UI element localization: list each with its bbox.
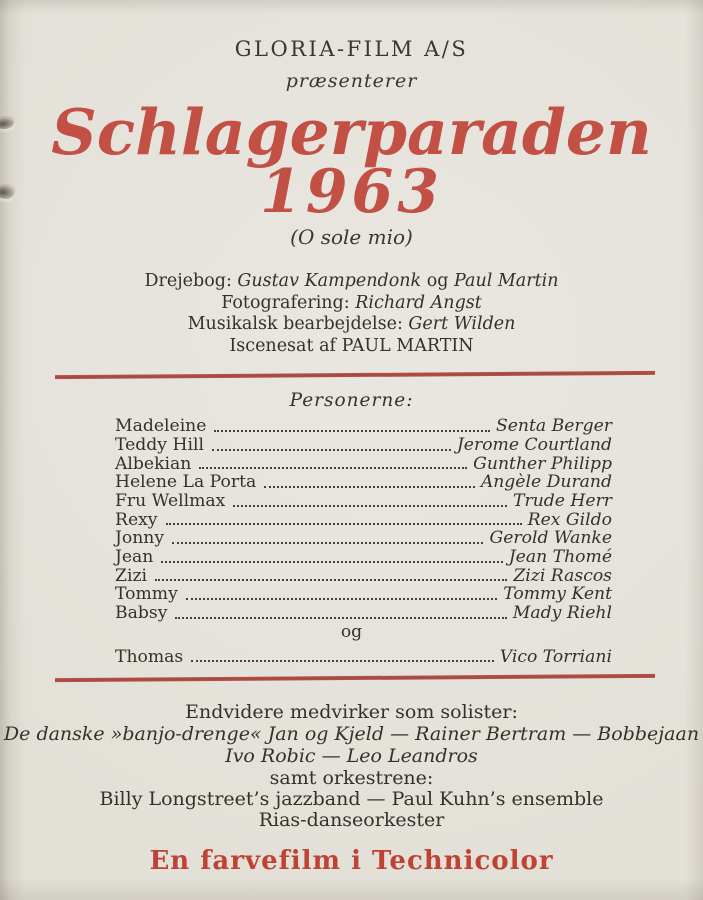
credit-cinematography <box>0 293 703 315</box>
cast-role: Babsy <box>115 603 168 624</box>
dotted-leader <box>214 430 490 432</box>
credit-name: Richard Angst <box>355 292 482 313</box>
cast-row <box>115 473 612 492</box>
cast-role: Fru Wellmax <box>115 490 226 511</box>
cast-actor: Rex Gildo <box>527 509 612 530</box>
credit-name: Gert Wilden <box>408 314 516 335</box>
cast-actor: Jerome Courtland <box>456 434 612 455</box>
cast-role: Albekian <box>115 453 192 474</box>
cast-role: Rexy <box>115 509 158 530</box>
cast-list <box>115 417 612 623</box>
cast-row <box>115 492 612 511</box>
cast-actor: Trude Herr <box>513 490 612 511</box>
red-rule-top <box>55 371 655 379</box>
credit-label: Musikalsk bearbejdelse: <box>187 314 403 335</box>
cast-role: Teddy Hill <box>115 434 204 455</box>
cast-role: Tommy <box>115 584 178 605</box>
cast-row <box>115 567 612 586</box>
technicolor-tagline: En farvefilm i Technicolor <box>149 846 554 877</box>
dotted-leader <box>155 579 507 581</box>
dotted-leader <box>191 660 493 662</box>
cast-role: Jonny <box>115 528 165 549</box>
cast-row <box>115 548 612 567</box>
presents-label: præsenterer <box>285 70 418 93</box>
credit-music <box>0 314 703 336</box>
dotted-leader <box>175 617 506 619</box>
credit-director <box>0 336 703 358</box>
cast-role: Helene La Porta <box>115 472 257 493</box>
orchestras-line1: Billy Longstreet’s jazzband — Paul Kuhn’s ensemble <box>99 788 604 811</box>
dotted-leader <box>186 598 497 600</box>
dotted-leader <box>264 486 475 488</box>
dotted-leader <box>199 467 467 469</box>
credit-name: Paul Martin <box>454 271 559 292</box>
cast-row <box>115 455 612 474</box>
soloists-intro: Endvidere medvirker som solister: <box>185 701 518 724</box>
cast-actor: Senta Berger <box>495 416 612 437</box>
dotted-leader <box>212 449 451 451</box>
cast-conjunction: og <box>340 621 363 642</box>
orchestras-block <box>0 768 703 831</box>
cast-heading: Personerne: <box>289 390 414 412</box>
cast-row <box>115 604 612 623</box>
cast-final <box>115 648 612 667</box>
cast-row <box>115 417 612 436</box>
cast-actor: Vico Torriani <box>499 646 612 667</box>
orchestras-line2: Rias-danseorkester <box>258 809 445 832</box>
orchestras-intro: samt orkestrene: <box>269 767 434 790</box>
credit-screenplay <box>0 271 703 293</box>
cast-actor: Gunther Philipp <box>473 453 612 474</box>
cast-actor: Mady Riehl <box>512 603 612 624</box>
cast-actor: Angèle Durand <box>480 472 612 493</box>
cast-row <box>115 648 612 667</box>
credit-conjunction: og <box>426 271 449 292</box>
credit-name: Gustav Kampendonk <box>237 271 422 292</box>
cast-row <box>115 436 612 455</box>
cast-role: Zizi <box>115 565 147 586</box>
credit-label: Drejebog: <box>144 271 232 292</box>
soloists-line1: De danske »banjo-drenge« Jan og Kjeld — Rainer Bertram — Bobbejaan <box>3 723 700 746</box>
credit-label: Fotografering: <box>221 292 350 313</box>
film-title-year: 1963 <box>260 157 443 228</box>
cast-role: Jean <box>115 547 154 568</box>
film-subtitle: (O sole mio) <box>290 225 413 250</box>
soloists-block <box>0 701 703 767</box>
credits-block <box>0 271 703 357</box>
soloists-line2: Ivo Robic — Leo Leandros <box>225 745 478 768</box>
cast-actor: Zizi Rascos <box>513 565 612 586</box>
cast-actor: Gerold Wanke <box>489 528 612 549</box>
dotted-leader <box>172 542 483 544</box>
credit-name: PAUL MARTIN <box>341 335 474 356</box>
dotted-leader <box>233 505 507 507</box>
cast-actor: Jean Thomé <box>508 547 612 568</box>
cast-actor: Tommy Kent <box>503 584 612 605</box>
dotted-leader <box>161 561 502 563</box>
cast-row <box>115 585 612 604</box>
producer-name: GLORIA-FILM A/S <box>234 37 469 61</box>
dotted-leader <box>166 523 522 525</box>
cast-role: Thomas <box>115 646 184 667</box>
cast-row <box>115 529 612 548</box>
credit-label: Iscenesat af <box>229 335 336 356</box>
cast-role: Madeleine <box>115 416 207 437</box>
cast-row <box>115 511 612 530</box>
film-title: Schlagerparaden <box>51 95 652 170</box>
red-rule-bottom <box>55 674 655 682</box>
